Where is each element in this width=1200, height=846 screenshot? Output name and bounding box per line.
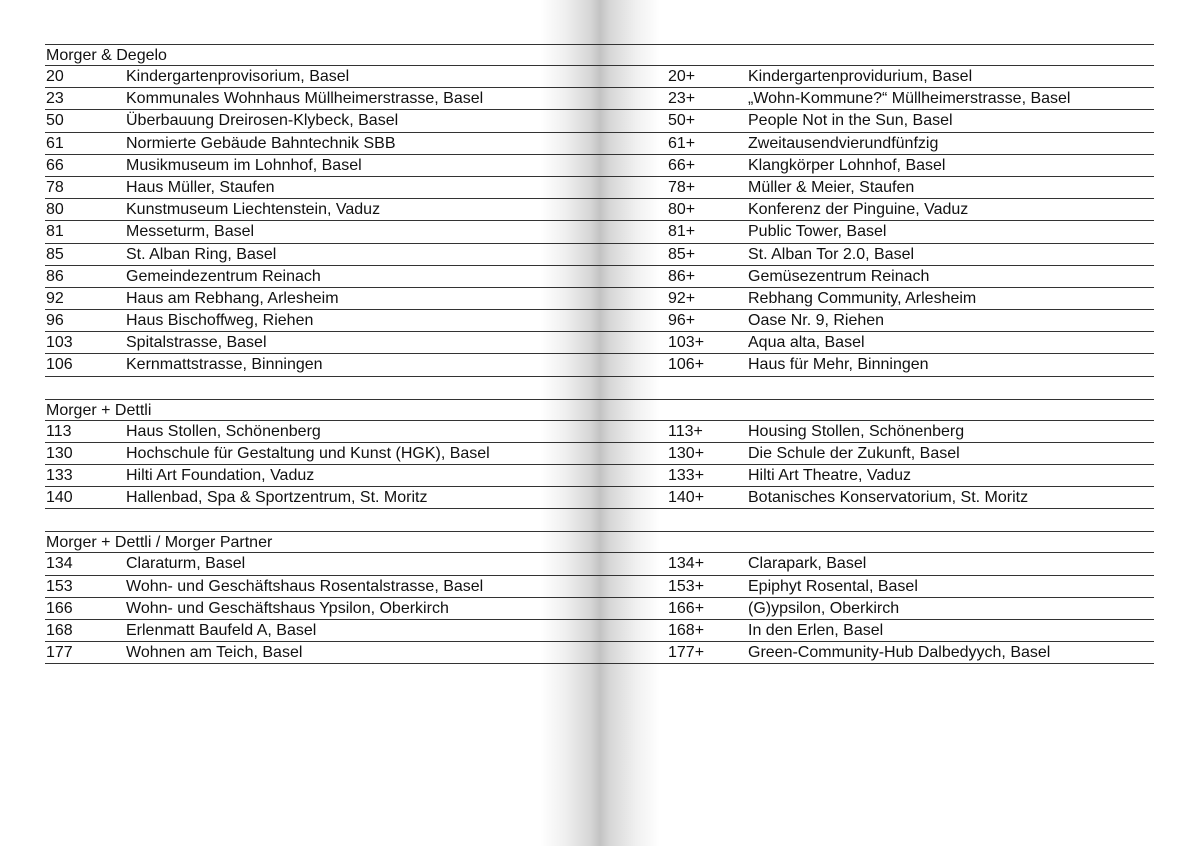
project-name: Erlenmatt Baufeld A, Basel <box>126 621 317 639</box>
alt-page-number: 166+ <box>668 599 705 617</box>
alt-project-name: Oase Nr. 9, Riehen <box>748 312 885 330</box>
page-number: 133 <box>46 467 73 484</box>
page-number: 20 <box>46 68 64 85</box>
toc-row <box>45 266 1154 288</box>
alt-project-name: People Not in the Sun, Basel <box>748 112 953 130</box>
alt-page-number: 106+ <box>668 356 705 374</box>
page-number: 85 <box>46 245 64 263</box>
alt-page-number: 80+ <box>668 201 696 219</box>
alt-project-name: Aqua alta, Basel <box>748 334 865 352</box>
project-name: Claraturm, Basel <box>126 555 246 573</box>
toc-section <box>45 399 1154 510</box>
table-of-contents <box>45 44 1154 686</box>
page-number: 168 <box>46 621 73 639</box>
alt-project-name: (G)ypsilon, Oberkirch <box>748 599 900 617</box>
toc-section <box>45 44 1154 377</box>
alt-page-number: 177+ <box>668 644 705 662</box>
alt-project-name: Botanisches Konservatorium, St. Moritz <box>748 489 1029 507</box>
project-name: Haus am Rebhang, Arlesheim <box>126 289 339 307</box>
project-name: St. Alban Ring, Basel <box>126 245 277 263</box>
toc-row <box>45 66 1154 88</box>
alt-project-name: In den Erlen, Basel <box>748 621 884 639</box>
page-number: 80 <box>46 201 64 219</box>
alt-page-number: 61+ <box>668 134 696 152</box>
alt-page-number: 140+ <box>668 489 705 507</box>
page-number: 134 <box>46 555 73 573</box>
project-name: Überbauung Dreirosen-Klybeck, Basel <box>126 112 399 130</box>
toc-row <box>45 288 1154 310</box>
toc-section <box>45 531 1154 664</box>
alt-project-name: Die Schule der Zukunft, Basel <box>748 444 960 462</box>
project-name: Hallenbad, Spa & Sportzentrum, St. Moritz <box>126 489 428 507</box>
toc-row <box>45 598 1154 620</box>
page-number: 61 <box>46 134 64 152</box>
alt-project-name: Klangkörper Lohnhof, Basel <box>748 156 946 174</box>
project-name: Spitalstrasse, Basel <box>126 334 267 352</box>
toc-row <box>45 88 1154 110</box>
alt-project-name: Müller & Meier, Staufen <box>748 178 915 196</box>
page-number: 140 <box>46 489 73 507</box>
page-number: 106 <box>46 356 73 374</box>
project-name: Kindergartenprovisorium, Basel <box>126 68 350 85</box>
project-name: Gemeindezentrum Reinach <box>126 267 321 285</box>
page-number: 96 <box>46 312 64 330</box>
alt-page-number: 50+ <box>668 112 696 130</box>
page-number: 86 <box>46 267 64 285</box>
alt-page-number: 92+ <box>668 289 696 307</box>
page-number: 23 <box>46 90 64 108</box>
toc-row <box>45 487 1154 509</box>
alt-project-name: Hilti Art Theatre, Vaduz <box>748 467 912 484</box>
project-name: Normierte Gebäude Bahntechnik SBB <box>126 134 396 152</box>
project-name: Haus Müller, Staufen <box>126 178 275 196</box>
alt-project-name: Haus für Mehr, Binningen <box>748 356 929 374</box>
toc-row <box>45 110 1154 132</box>
project-name: Hochschule für Gestaltung und Kunst (HGK), Basel <box>126 444 490 462</box>
alt-project-name: Epiphyt Rosental, Basel <box>748 577 918 595</box>
alt-page-number: 86+ <box>668 267 696 285</box>
alt-project-name: Zweitausendvierundfünfzig <box>748 134 939 152</box>
alt-page-number: 20+ <box>668 68 696 85</box>
alt-page-number: 134+ <box>668 555 705 573</box>
toc-row <box>45 553 1154 575</box>
project-name: Hilti Art Foundation, Vaduz <box>126 467 315 484</box>
alt-page-number: 153+ <box>668 577 705 595</box>
alt-project-name: Rebhang Community, Arlesheim <box>748 289 977 307</box>
page-number: 103 <box>46 334 73 352</box>
toc-row <box>45 620 1154 642</box>
toc-row <box>45 155 1154 177</box>
alt-project-name: „Wohn-Kommune?“ Müllheimerstrasse, Basel <box>748 90 1071 108</box>
alt-project-name: Konferenz der Pinguine, Vaduz <box>748 201 969 219</box>
toc-row <box>45 421 1154 443</box>
toc-row <box>45 465 1154 487</box>
page-number: 81 <box>46 223 64 241</box>
alt-project-name: Green-Community-Hub Dalbedyych, Basel <box>748 644 1051 662</box>
alt-project-name: Gemüsezentrum Reinach <box>748 267 930 285</box>
project-name: Haus Stollen, Schönenberg <box>126 422 321 440</box>
project-name: Kunstmuseum Liechtenstein, Vaduz <box>126 201 381 219</box>
toc-row <box>45 310 1154 332</box>
alt-page-number: 103+ <box>668 334 705 352</box>
page-number: 66 <box>46 156 64 174</box>
alt-page-number: 168+ <box>668 621 705 639</box>
alt-project-name: Housing Stollen, Schönenberg <box>748 422 965 440</box>
page-number: 92 <box>46 289 64 307</box>
page-number: 153 <box>46 577 73 595</box>
toc-row <box>45 221 1154 243</box>
project-name: Kernmattstrasse, Binningen <box>126 356 323 374</box>
project-name: Musikmuseum im Lohnhof, Basel <box>126 156 362 174</box>
alt-page-number: 81+ <box>668 223 696 241</box>
project-name: Messeturm, Basel <box>126 223 255 241</box>
alt-page-number: 23+ <box>668 90 696 108</box>
alt-page-number: 133+ <box>668 467 705 484</box>
alt-page-number: 96+ <box>668 312 696 330</box>
toc-row <box>45 354 1154 376</box>
alt-page-number: 66+ <box>668 156 696 174</box>
project-name: Wohnen am Teich, Basel <box>126 644 303 662</box>
toc-row <box>45 133 1154 155</box>
page-number: 177 <box>46 644 73 662</box>
alt-project-name: Kindergartenprovidurium, Basel <box>748 68 973 85</box>
toc-row <box>45 177 1154 199</box>
project-name: Wohn- und Geschäftshaus Rosentalstrasse, Basel <box>126 577 484 595</box>
section-heading: Morger + Dettli <box>45 399 1154 421</box>
alt-page-number: 85+ <box>668 245 696 263</box>
page-number: 113 <box>46 422 72 440</box>
toc-row <box>45 642 1154 664</box>
toc-row <box>45 199 1154 221</box>
alt-project-name: Public Tower, Basel <box>748 223 887 241</box>
section-heading: Morger + Dettli / Morger Partner <box>45 531 1154 553</box>
toc-row <box>45 443 1154 465</box>
alt-project-name: St. Alban Tor 2.0, Basel <box>748 245 915 263</box>
alt-page-number: 130+ <box>668 444 705 462</box>
project-name: Wohn- und Geschäftshaus Ypsilon, Oberkirch <box>126 599 449 617</box>
page-number: 130 <box>46 444 73 462</box>
project-name: Haus Bischoffweg, Riehen <box>126 312 314 330</box>
section-heading: Morger & Degelo <box>45 44 1154 66</box>
toc-row <box>45 244 1154 266</box>
page-number: 78 <box>46 178 64 196</box>
alt-project-name: Clarapark, Basel <box>748 555 867 573</box>
project-name: Kommunales Wohnhaus Müllheimerstrasse, Basel <box>126 90 484 108</box>
toc-row <box>45 576 1154 598</box>
alt-page-number: 78+ <box>668 178 696 196</box>
page-number: 50 <box>46 112 64 130</box>
alt-page-number: 113+ <box>668 422 703 440</box>
toc-row <box>45 332 1154 354</box>
page-number: 166 <box>46 599 73 617</box>
